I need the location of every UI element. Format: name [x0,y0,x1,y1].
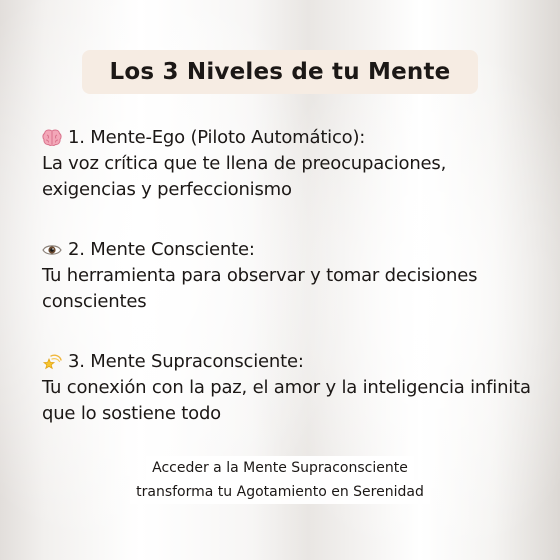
level-item-mente-supraconsciente [42,349,532,427]
level-heading-row [42,237,532,263]
level-description: La voz crítica que te llena de preocupaciones, exigencias y perfeccionismo [42,153,447,200]
shooting-star-icon [42,353,62,371]
level-heading: 2. Mente Consciente: [68,239,255,260]
footer-line-2: transforma tu Agotamiento en Serenidad [130,480,430,504]
level-item-mente-ego [42,125,532,203]
level-heading: 1. Mente-Ego (Piloto Automático): [68,127,366,148]
page-title: Los 3 Niveles de tu Mente [82,50,478,94]
footer-callout [0,456,560,504]
brain-icon [42,129,62,147]
level-item-mente-consciente [42,237,532,315]
footer-line-1: Acceder a la Mente Supraconsciente [146,456,414,480]
level-description: Tu herramienta para observar y tomar decisiones conscientes [42,265,478,312]
level-description: Tu conexión con la paz, el amor y la inteligencia infinita que lo sostiene todo [42,377,531,424]
level-heading-row [42,349,532,375]
level-heading: 3. Mente Supraconsciente: [68,351,304,372]
level-heading-row [42,125,532,151]
eye-icon [42,241,62,259]
